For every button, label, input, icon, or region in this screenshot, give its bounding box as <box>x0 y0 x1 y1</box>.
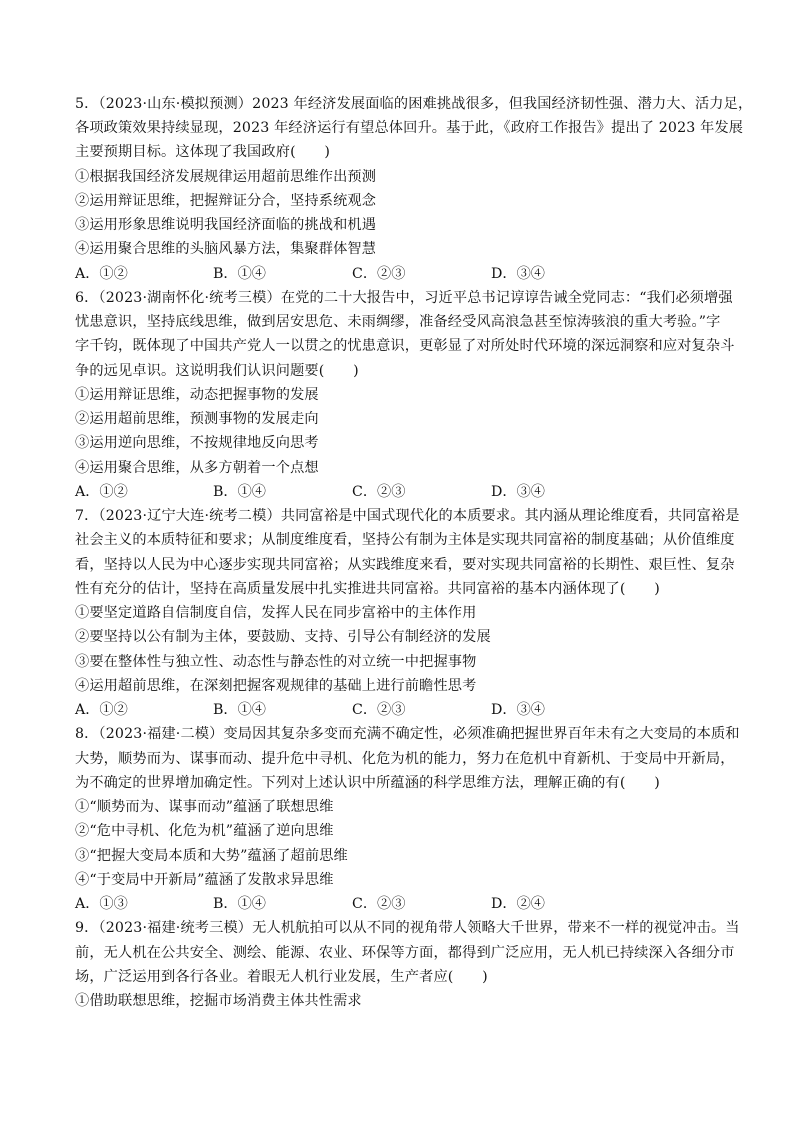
option-d[interactable]: D．③④ <box>491 702 545 718</box>
question-7-statement-3: ③要在整体性与独立性、动态性与静态性的对立统一中把握事物 <box>75 654 477 670</box>
question-6-statement-2: ②运用超前思维，预测事物的发展走向 <box>75 411 319 427</box>
question-6-stem-line: 忧患意识，坚持底线思维，做到居安思危、未雨绸缪，准备经受风高浪急甚至惊涛骇浪的重大考验。”字 <box>75 314 721 330</box>
question-5-statement-1: ①根据我国经济发展规律运用超前思维作出预测 <box>75 169 377 185</box>
question-6-stem-line: 争的远见卓识。这说明我们认识问题要( ) <box>75 363 359 379</box>
question-5-stem-line: 5．（2023·山东·模拟预测）2023 年经济发展面临的困难挑战很多，但我国经济韧性强、潜力大、活力足， <box>75 96 753 112</box>
question-5-statement-3: ③运用形象思维说明我国经济面临的挑战和机遇 <box>75 217 377 233</box>
question-6-statement-4: ④运用聚合思维，从多方朝着一个点想 <box>75 460 319 476</box>
question-7-stem-line: 看，坚持以人民为中心逐步实现共同富裕；从实践维度来看，要对实现共同富裕的长期性、艰巨性、复杂 <box>75 557 735 573</box>
question-5-stem-line: 主要预期目标。这体现了我国政府( ) <box>75 144 331 160</box>
question-7-statement-4: ④运用超前思维，在深刻把握客观规律的基础上进行前瞻性思考 <box>75 678 477 694</box>
question-8-statement-1: ①“顺势而为、谋事而动”蕴涵了联想思维 <box>75 799 334 815</box>
question-7-stem-line: 7．（2023·辽宁大连·统考二模）共同富裕是中国式现代化的本质要求。其内涵从理论维度看，共同富裕是 <box>75 508 740 524</box>
option-a[interactable]: A．①③ <box>75 896 128 912</box>
question-9-stem-line: 前，无人机在公共安全、测绘、能源、农业、环保等方面，都得到广泛应用，无人机已持续深入各细分市 <box>75 945 735 961</box>
option-d[interactable]: D．②④ <box>491 896 545 912</box>
question-5-stem-line: 各项政策效果持续显现，2023 年经济运行有望总体回升。基于此，《政府工作报告》提出了 2023 年发展 <box>75 120 744 136</box>
question-5-statement-2: ②运用辩证思维，把握辩证分合，坚持系统观念 <box>75 193 377 209</box>
option-a[interactable]: A．①② <box>75 266 128 282</box>
option-d[interactable]: D．③④ <box>491 266 545 282</box>
question-6-stem-line: 6．（2023·湖南怀化·统考三模）在党的二十大报告中，习近平总书记谆谆告诫全党同志：“我们必须增强 <box>75 290 733 306</box>
question-7-statement-1: ①要坚定道路自信制度自信，发挥人民在同步富裕中的主体作用 <box>75 605 477 621</box>
option-d[interactable]: D．③④ <box>491 484 545 500</box>
option-c[interactable]: C．②③ <box>352 484 406 500</box>
question-7-stem-line: 社会主义的本质特征和要求；从制度维度看，坚持公有制为主体是实现共同富裕的制度基础；从价值维度 <box>75 532 735 548</box>
option-b[interactable]: B．①④ <box>213 896 266 912</box>
question-8-statement-3: ③“把握大变局本质和大势”蕴涵了超前思维 <box>75 848 348 864</box>
option-c[interactable]: C．②③ <box>352 702 406 718</box>
question-8-statement-4: ④“于变局中开新局”蕴涵了发散求异思维 <box>75 872 334 888</box>
question-8-stem-line: 大势，顺势而为、谋事而动、提升危中寻机、化危为机的能力，努力在危机中育新机、于变局中开新局， <box>75 751 735 767</box>
option-a[interactable]: A．①② <box>75 702 128 718</box>
question-8-stem-line: 8．（2023·福建·二模）变局因其复杂多变而充满不确定性，必须准确把握世界百年未有之大变局的本质和 <box>75 726 740 742</box>
question-6-stem-line: 字千钧，既体现了中国共产党人一以贯之的忧患意识，更彰显了对所处时代环境的深远洞察和应对复杂斗 <box>75 338 735 354</box>
question-9-statement-1: ①借助联想思维，挖掘市场消费主体共性需求 <box>75 993 362 1009</box>
option-a[interactable]: A．①② <box>75 484 128 500</box>
option-b[interactable]: B．①④ <box>213 484 266 500</box>
question-9-stem-line: 9．（2023·福建·统考三模）无人机航拍可以从不同的视角带人领略大千世界，带来不一样的视觉冲击。当 <box>75 920 740 936</box>
question-5-statement-4: ④运用聚合思维的头脑风暴方法，集聚群体智慧 <box>75 241 377 257</box>
question-6-statement-3: ③运用逆向思维，不按规律地反向思考 <box>75 435 319 451</box>
question-7-statement-2: ②要坚持以公有制为主体，要鼓励、支持、引导公有制经济的发展 <box>75 629 491 645</box>
question-8-stem-line: 为不确定的世界增加确定性。下列对上述认识中所蕴涵的科学思维方法，理解正确的有( ) <box>75 775 660 791</box>
question-6-statement-1: ①运用辩证思维，动态把握事物的发展 <box>75 387 319 403</box>
question-7-stem-line: 性有充分的估计，坚持在高质量发展中扎实推进共同富裕。共同富裕的基本内涵体现了( ) <box>75 581 660 597</box>
option-b[interactable]: B．①④ <box>213 702 266 718</box>
question-8-statement-2: ②“危中寻机、化危为机”蕴涵了逆向思维 <box>75 823 334 839</box>
question-9-stem-line: 场，广泛运用到各行各业。着眼无人机行业发展，生产者应( ) <box>75 969 488 985</box>
option-b[interactable]: B．①④ <box>213 266 266 282</box>
option-c[interactable]: C．②③ <box>352 266 406 282</box>
option-c[interactable]: C．②③ <box>352 896 406 912</box>
